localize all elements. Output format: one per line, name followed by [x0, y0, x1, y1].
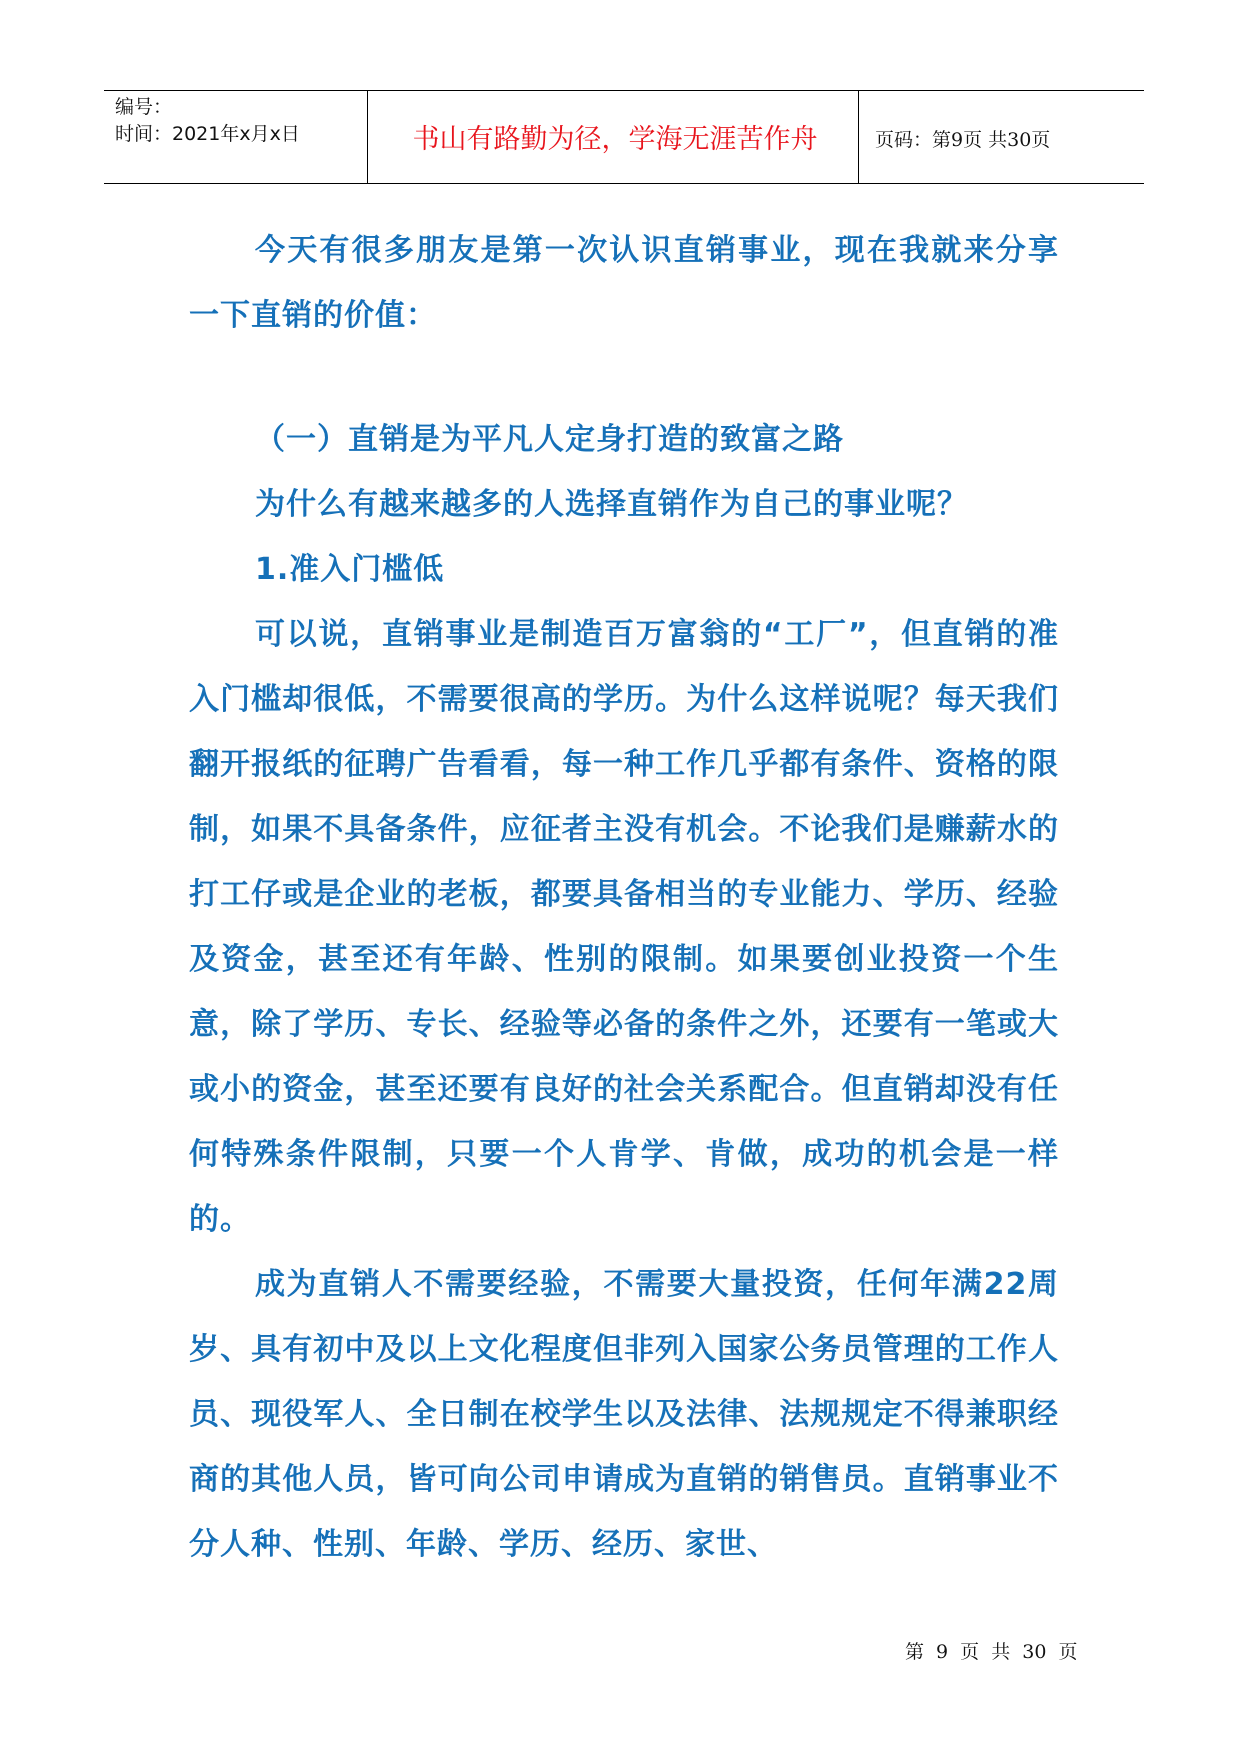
document-body	[189, 218, 1059, 348]
footer-page-number: 第 9 页 共 30 页	[905, 1641, 1078, 1663]
header-divider-right	[858, 90, 859, 184]
header-divider-left	[367, 90, 368, 184]
document-body-section	[189, 407, 1059, 1577]
header-motto: 书山有路勤为径，学海无涯苦作舟	[412, 124, 818, 155]
question-line: 为什么有越来越多的人选择直销作为自己的事业呢？	[255, 487, 968, 522]
header-page-info: 页码：第9页 共30页	[875, 129, 1051, 151]
section-title: （一）直销是为平凡人定身打造的致富之路	[255, 422, 844, 457]
paragraph-1: 可以说，直销事业是制造百万富翁的“工厂”，但直销的准入门槛却很低，不需要很高的学历。为什么这样说呢？每天我们翻开报纸的征聘广告看看，每一种工作几乎都有条件、资格的限制，如果不具备条件，应征者主没有机会。不论我们是赚薪水的打工仔或是企业的老板，都要具备相当的专业能力、学历、经验及资金，甚至还有年龄、性别的限制。如果要创业投资一个生意，除了学历、专长、经验等必备的条件之外，还要有一笔或大或小的资金，甚至还要有良好的社会关系配合。但直销却没有任何特殊条件限制，只要一个人肯学、肯做，成功的机会是一样的。	[189, 617, 1059, 1237]
paragraph-2: 成为直销人不需要经验，不需要大量投资，任何年满22周岁、具有初中及以上文化程度但非列入国家公务员管理的工作人员、现役军人、全日制在校学生以及法律、法规规定不得兼职经商的其他人员，皆可向公司申请成为直销的销售员。直销事业不分人种、性别、年龄、学历、经历、家世、	[189, 1267, 1059, 1562]
document-time-label: 时间：2021年x月x日	[115, 123, 300, 145]
header-top-rule	[104, 90, 1144, 91]
sub-heading: 1.准入门槛低	[255, 552, 445, 587]
header-meta	[115, 94, 300, 148]
header-bottom-rule	[104, 183, 1144, 184]
intro-paragraph: 今天有很多朋友是第一次认识直销事业，现在我就来分享一下直销的价值：	[189, 233, 1059, 333]
document-number-label: 编号：	[115, 96, 173, 118]
